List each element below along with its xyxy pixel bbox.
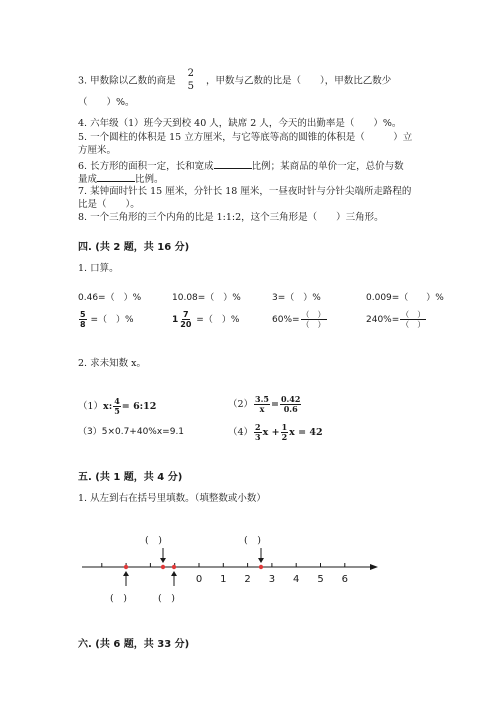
marker-point-d bbox=[259, 565, 263, 569]
equation-2: （2） $\frac{3.5}{x}$ = $\frac{0.42}{0.6}$ bbox=[228, 394, 301, 414]
q6-blank-1[interactable] bbox=[214, 158, 252, 169]
q8-text: 8. 一个三角形的三个内角的比是 1:1:2，这个三角形是（ ）三角形。 bbox=[78, 212, 384, 223]
tick-label: 0 bbox=[195, 574, 203, 585]
marker-point-c bbox=[172, 565, 176, 569]
calc-r2-c3: 60%= $\frac{( )}{( )}$ bbox=[272, 310, 326, 329]
q3-line2: （ ）%。 bbox=[78, 97, 135, 108]
equation-1: （1）x: $\frac{4}{5}$ = 6:12 bbox=[78, 396, 157, 416]
marker-point-a bbox=[124, 565, 128, 569]
section5-heading: 五. (共 1 题，共 4 分) bbox=[78, 472, 183, 483]
calc-r1-c2: 10.08=（ ）% bbox=[172, 293, 241, 303]
calc-r1-c3: 3=（ ）% bbox=[272, 293, 321, 303]
arrow-head-icon bbox=[370, 564, 378, 570]
number-line-title: 1. 从左到右在括号里填数。（填整数或小数） bbox=[78, 493, 266, 504]
calc-r2-c2: 1 $\frac{7}{20}$ =（ ）% bbox=[172, 310, 240, 329]
q3-line1: 3. 甲数除以乙数的商是 2 5 ，甲数与乙数的比是（ ），甲数比乙数少 bbox=[78, 68, 392, 92]
section4-heading: 四. (共 2 题，共 16 分) bbox=[78, 242, 190, 253]
solve-x-title: 2. 求未知数 x。 bbox=[78, 358, 146, 369]
tick-label: 5 bbox=[317, 574, 324, 585]
tick-label: 4 bbox=[293, 574, 300, 585]
section6-heading: 六. (共 6 题，共 33 分) bbox=[78, 639, 190, 650]
blank-below-a[interactable]: ( ) bbox=[110, 593, 127, 604]
arrow-down-icon bbox=[160, 558, 166, 563]
calc-r1-c1: 0.46=（ ）% bbox=[78, 293, 142, 303]
tick-labels bbox=[196, 574, 348, 585]
q6-line1: 6. 长方形的面积一定，长和宽成 比例；某商品的单价一定，总价与数 bbox=[78, 158, 404, 173]
marker-point-b bbox=[161, 565, 165, 569]
blank-above-b[interactable]: ( ) bbox=[145, 535, 162, 546]
q3-fraction: 2 5 bbox=[187, 68, 194, 92]
q7-line1: 7. 某钟面时针长 15 厘米，分针长 18 厘米，一昼夜时针与分针尖端所走路程的 bbox=[78, 186, 412, 197]
blank-below-c[interactable]: ( ) bbox=[158, 593, 175, 604]
tick-label: 1 bbox=[220, 574, 227, 585]
tick-label: 6 bbox=[341, 574, 348, 585]
q5-line2: 方厘米。 bbox=[78, 145, 117, 156]
arrow-down-icon bbox=[258, 558, 264, 563]
tick-marks bbox=[102, 563, 345, 567]
calc-r2-c4: 240%= $\frac{( )}{( )}$ bbox=[366, 310, 426, 329]
calc-r2-c1: $\frac{5}{8}$ =（ ）% bbox=[80, 310, 134, 329]
q6-blank-2[interactable] bbox=[97, 171, 135, 182]
blank-above-d[interactable]: ( ) bbox=[244, 535, 261, 546]
oral-calc-title: 1. 口算。 bbox=[78, 263, 119, 274]
q7-line2: 比是（ ）。 bbox=[78, 199, 140, 210]
equation-4: （4） $\frac{2}{3}$ x + $\frac{1}{2}$ x = 42 bbox=[228, 422, 323, 442]
q4-text: 4. 六年级（1）班今天到校 40 人，缺席 2 人，今天的出勤率是（ ）%。 bbox=[78, 118, 402, 129]
arrow-up-icon bbox=[123, 571, 129, 576]
q5-line1: 5. 一个圆柱的体积是 15 立方厘米，与它等底等高的圆锥的体积是（ ）立 bbox=[78, 132, 413, 143]
q6-line2: 量成 比例。 bbox=[78, 171, 164, 186]
tick-label: 2 bbox=[244, 574, 251, 585]
tick-label: 3 bbox=[268, 574, 276, 585]
arrow-up-icon bbox=[171, 571, 177, 576]
calc-r1-c4: 0.009=（ ）% bbox=[366, 293, 444, 303]
equation-3: （3）5×0.7+40%x=9.1 bbox=[78, 427, 185, 437]
